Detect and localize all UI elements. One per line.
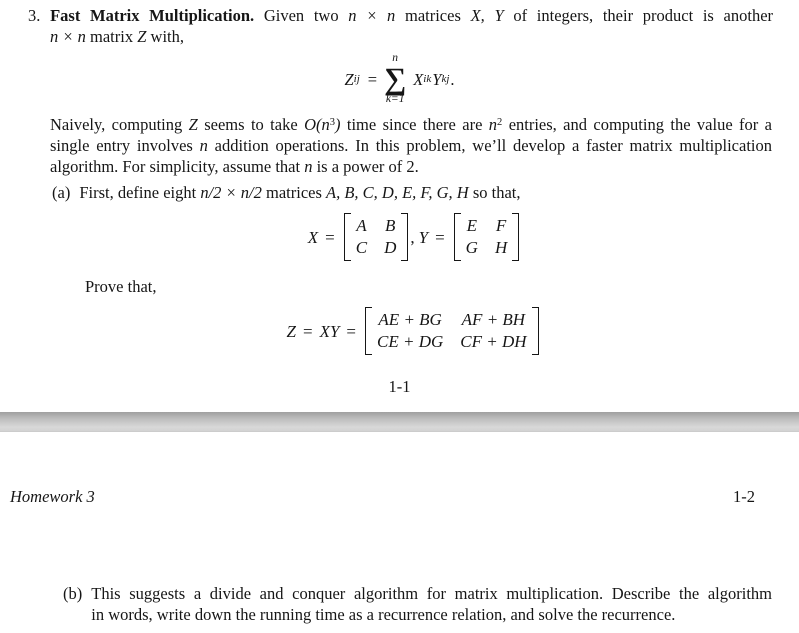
math-var: n × n xyxy=(50,27,86,46)
left-bracket xyxy=(344,213,351,261)
matrix-x-name: X xyxy=(307,227,319,247)
math-var: X, Y xyxy=(470,6,504,25)
matrix-definition-equation xyxy=(15,209,799,265)
matrix-y-name: Y xyxy=(418,227,429,247)
math-var: n × n xyxy=(348,6,396,25)
matrix-cell: H xyxy=(494,238,508,257)
matrix-cell: F xyxy=(495,216,507,235)
paragraph-line-1: Naively, computing Z seems to take $O(n^3)$ time since there are $n^2$ entries, and computing the value for a xyxy=(50,115,772,134)
sigma-with-limits xyxy=(384,52,406,106)
part-b-line-1: This suggests a divide and conquer algorithm for matrix multiplication. Describe the algorithm xyxy=(91,584,772,603)
right-bracket xyxy=(512,213,519,261)
part-a xyxy=(52,182,772,203)
page-separator xyxy=(0,412,799,432)
matrix-z-result xyxy=(365,307,539,355)
math-var: Z xyxy=(137,27,147,46)
math-var: n xyxy=(199,136,208,155)
matrix-cell: C xyxy=(355,238,368,257)
matrix-x-cells xyxy=(351,213,402,261)
matrix-cell: AE + BG xyxy=(378,310,442,329)
homework-label: Homework 3 xyxy=(10,487,95,506)
sum-term-2: Y xyxy=(432,69,442,89)
part-a-label: (a) xyxy=(52,183,71,202)
z-product-equation xyxy=(14,302,799,360)
equals-sign: = xyxy=(346,321,356,341)
xy-var: XY xyxy=(319,321,340,341)
sum-equation: Z ij = n ∑ k=1 X ik Y kj . xyxy=(344,52,455,105)
matrix-cell: E xyxy=(466,216,477,235)
equals-sign: = xyxy=(367,69,378,89)
matrix-z-cells xyxy=(372,307,532,355)
part-b-label: (b) xyxy=(63,584,83,603)
z-var: Z xyxy=(286,321,296,341)
part-b-line-2: in words, write down the running time as a recurrence relation, and solve the recurrence. xyxy=(91,605,676,624)
sigma-symbol: ∑ xyxy=(384,61,407,96)
comma: , xyxy=(410,227,415,247)
matrix-cell: CF + DH xyxy=(460,332,527,351)
part-b xyxy=(63,583,772,625)
matrix-cell: D xyxy=(384,238,397,257)
sum-term-1: X xyxy=(413,69,424,89)
math-var: n/2 × n/2 xyxy=(200,183,262,202)
matrix-cell: AF + BH xyxy=(461,310,526,329)
math-var: n xyxy=(488,115,498,134)
equals-sign: = xyxy=(325,227,335,247)
part-b-text xyxy=(91,583,772,625)
matrix-cell: CE + DG xyxy=(377,332,444,351)
math-var: A, B, C, D, E, F, G, H xyxy=(326,183,469,202)
sigma-upper-limit: n xyxy=(392,52,399,64)
equals-sign: = xyxy=(302,321,313,341)
equation-period: . xyxy=(450,69,455,89)
matrix-y xyxy=(454,213,520,261)
page-2 xyxy=(0,432,799,633)
left-bracket xyxy=(365,307,372,355)
page-2-number: 1-2 xyxy=(733,487,755,506)
matrix-y-cells xyxy=(461,213,513,261)
problem-heading xyxy=(28,5,773,47)
problem-title: Fast Matrix Multiplication. xyxy=(50,6,255,25)
right-bracket xyxy=(532,307,539,355)
matrix-cell: A xyxy=(356,216,367,235)
heading-line-2: n × n matrix Z with, xyxy=(50,27,184,46)
sum-lhs: Z xyxy=(344,69,354,89)
matrix-cell: G xyxy=(465,238,478,257)
left-bracket xyxy=(454,213,461,261)
sigma-lower-limit: k=1 xyxy=(385,93,405,105)
paragraph-line-3: algorithm. For simplicity, assume that n is a power of 2. xyxy=(50,157,419,176)
equals-sign: = xyxy=(435,227,445,247)
matrix-x xyxy=(344,213,409,261)
math-var: O(n xyxy=(304,115,330,134)
paragraph-line-2: single entry involves n addition operations. In this problem, we’ll develop a faster matrix multiplication xyxy=(50,136,772,155)
heading-line-1: 3. Fast Matrix Multiplication. Given two n × n matrices X, Y of integers, their product is another xyxy=(28,6,774,25)
page-1-number: 1-1 xyxy=(388,377,411,396)
matrix-cell: B xyxy=(385,216,396,235)
right-bracket xyxy=(401,213,408,261)
page-2-header xyxy=(10,486,755,507)
prove-text: Prove that, xyxy=(85,277,157,296)
problem-number: 3. xyxy=(28,6,41,25)
naive-paragraph xyxy=(50,112,772,177)
math-var: Z xyxy=(188,115,198,134)
part-a-text: First, define eight n/2 × n/2 matrices A, B, C, D, E, F, G, H so that, xyxy=(79,183,521,202)
math-var: n xyxy=(304,157,313,176)
